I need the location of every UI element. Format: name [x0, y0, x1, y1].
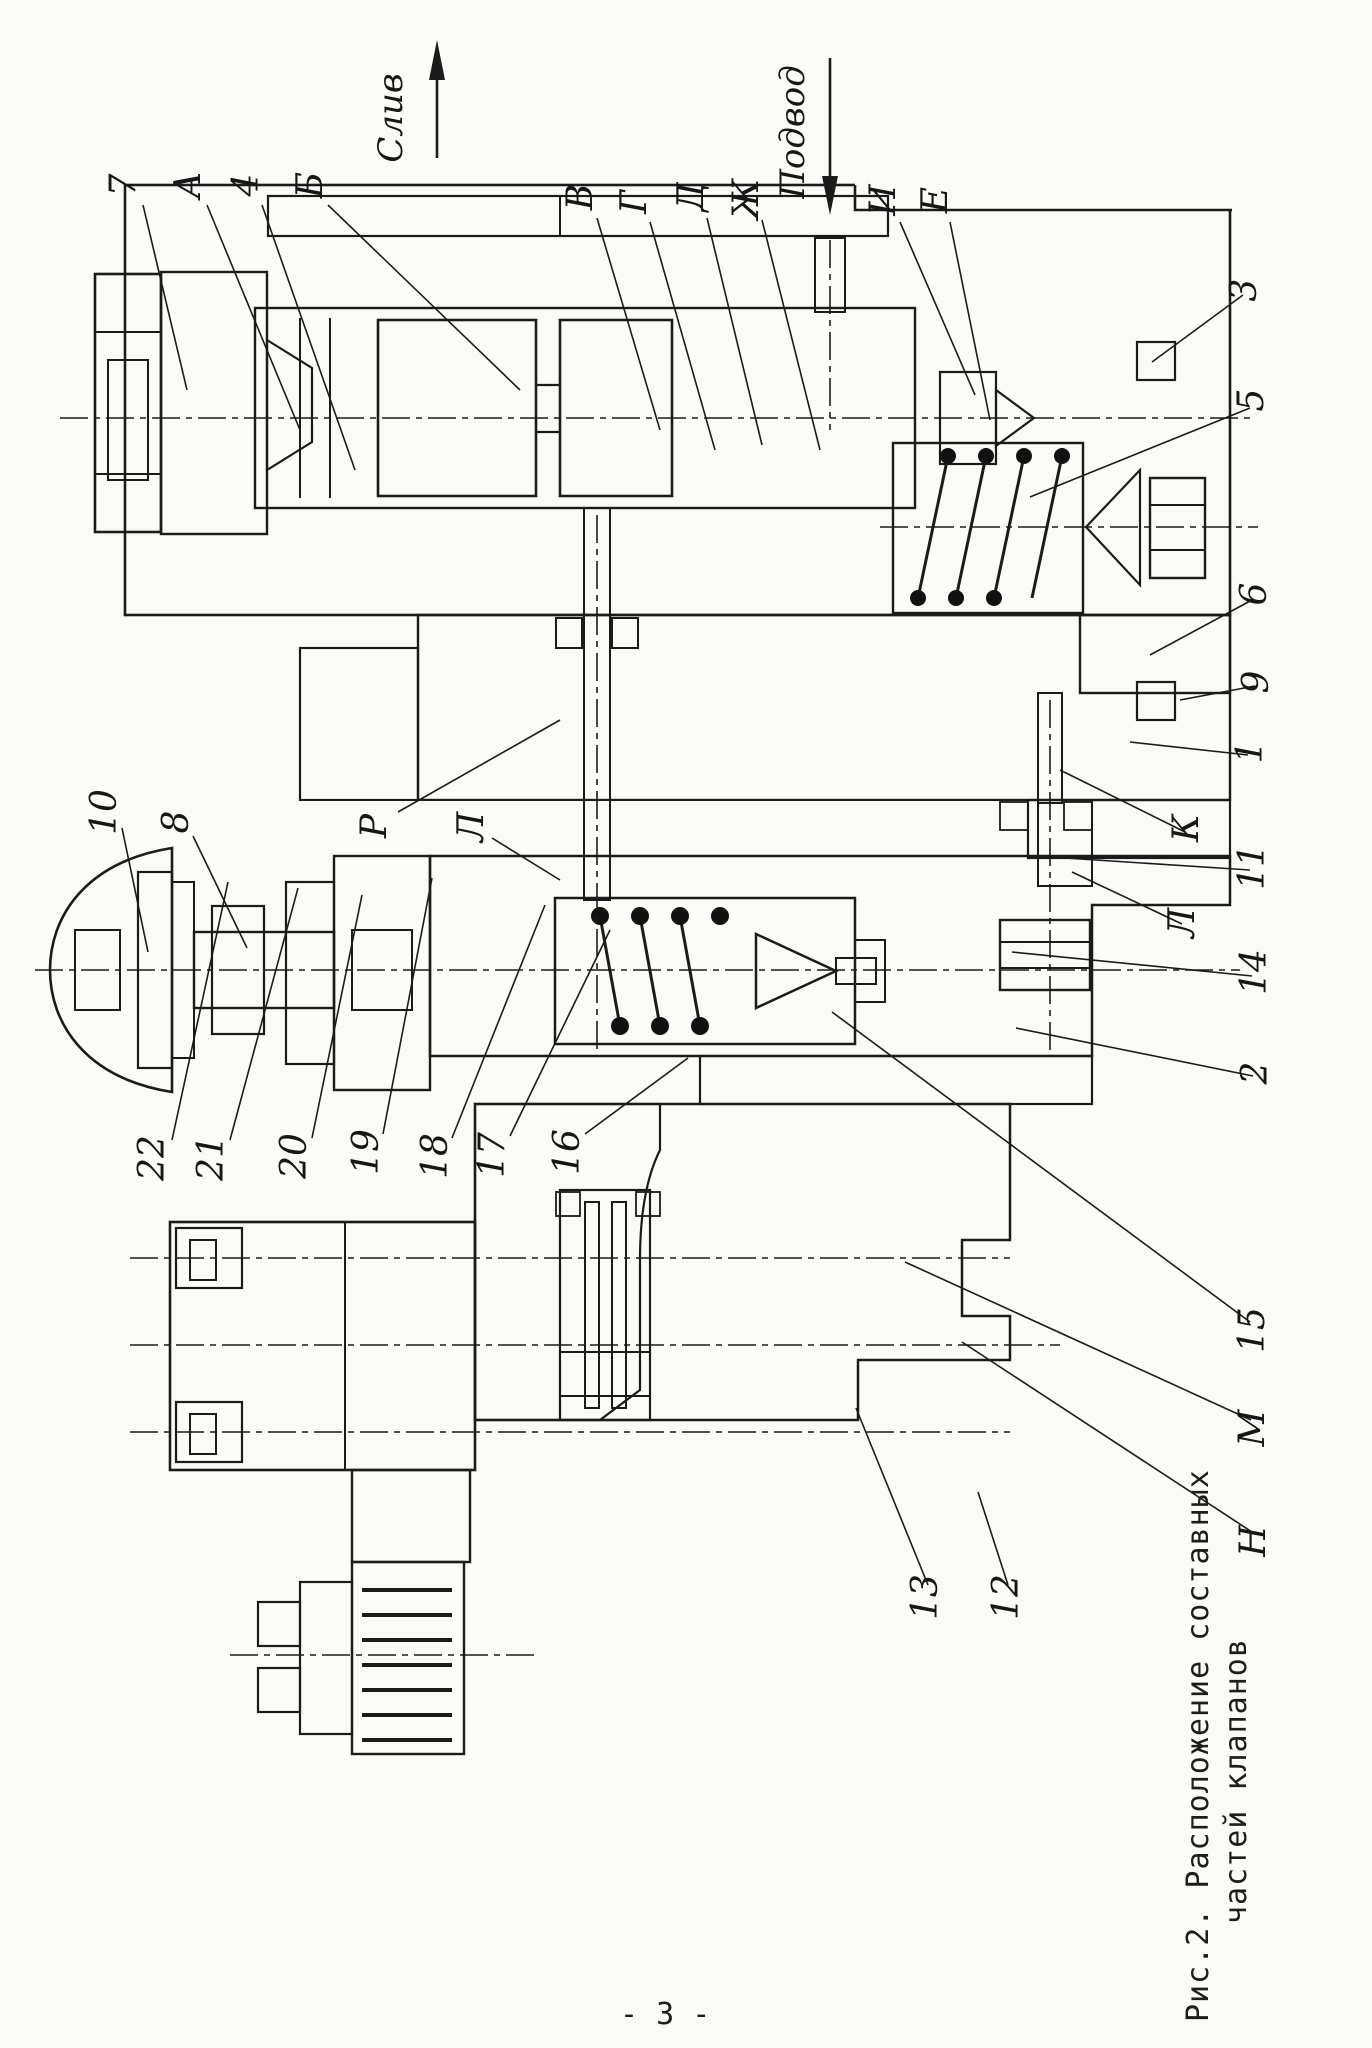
- part-label-14: 14: [1234, 949, 1275, 995]
- drain-arrow-icon: [429, 40, 445, 158]
- flow-arrows: [371, 40, 838, 215]
- connector-ribs: [362, 1590, 452, 1740]
- part-label-6: 6: [1234, 582, 1275, 606]
- caption-line-1: Рис.2. Расположение составных: [1181, 1469, 1216, 2022]
- part-label-A: А: [168, 171, 209, 199]
- part-label-18: 18: [415, 1133, 456, 1179]
- part-label-11: 11: [1232, 844, 1273, 890]
- part-label-R: Р: [354, 813, 395, 839]
- poppet-cone: [756, 934, 836, 1008]
- part-label-D: Д: [671, 182, 712, 212]
- part-labels: [84, 171, 1277, 1620]
- part-label-Zh: Ж: [726, 178, 767, 220]
- part-label-19: 19: [346, 1129, 387, 1175]
- supply-flow-label: Подвод: [773, 65, 813, 199]
- part-label-22: 22: [132, 1135, 173, 1181]
- part-label-12: 12: [986, 1574, 1027, 1620]
- caption-line-2: частей клапанов: [1219, 1638, 1254, 1924]
- part-label-20: 20: [274, 1133, 315, 1179]
- part-label-L-left: Л: [451, 811, 492, 843]
- part-label-21: 21: [191, 1135, 232, 1181]
- part-label-4: 4: [226, 173, 267, 197]
- supply-arrow-icon: [822, 58, 838, 215]
- valve-spring: [591, 907, 729, 1035]
- part-label-17: 17: [472, 1132, 513, 1178]
- part-label-15: 15: [1232, 1307, 1273, 1353]
- part-label-13: 13: [905, 1574, 946, 1620]
- part-label-I: И: [863, 184, 904, 216]
- part-label-8: 8: [156, 810, 197, 834]
- part-label-E: Е: [915, 186, 956, 214]
- top-valve-section: [95, 183, 1232, 720]
- part-label-K: К: [1166, 814, 1207, 842]
- part-label-B: Б: [290, 171, 331, 199]
- part-label-9: 9: [1236, 670, 1277, 694]
- drain-flow-label: Слив: [371, 73, 411, 163]
- part-label-2: 2: [1235, 1061, 1276, 1085]
- part-label-10: 10: [84, 789, 125, 835]
- part-label-3: 3: [1224, 278, 1265, 302]
- part-label-7: 7: [103, 173, 144, 197]
- part-label-5: 5: [1231, 388, 1272, 412]
- page-number: - 3 -: [620, 1997, 711, 2032]
- part-label-V: В: [560, 183, 601, 211]
- leader-lines: [122, 205, 1255, 1585]
- part-label-N: Н: [1233, 1525, 1274, 1557]
- part-label-1: 1: [1230, 740, 1271, 764]
- part-label-16: 16: [547, 1129, 588, 1175]
- part-label-L-right: Л: [1162, 907, 1203, 939]
- part-label-G: Г: [614, 190, 655, 214]
- middle-manifold: [228, 508, 1230, 900]
- part-label-M: М: [1232, 1409, 1273, 1447]
- solenoid-valve-section: [170, 1104, 1010, 1754]
